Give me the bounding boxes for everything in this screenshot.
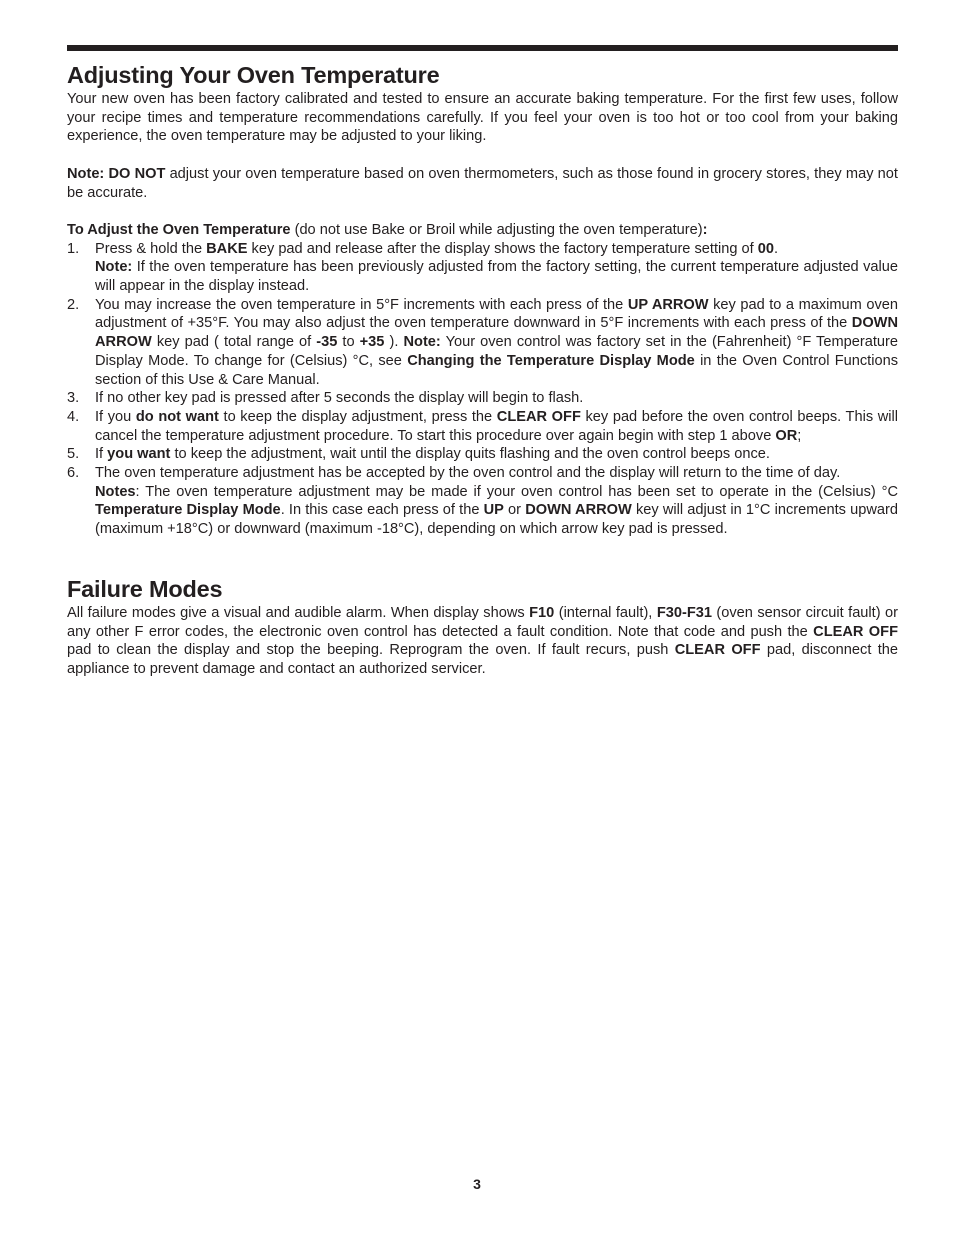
procedure-colon: :: [702, 221, 708, 238]
note-text: adjust your oven temperature based on oven thermometers, such as those found in grocery stores, they may not be accurate.: [67, 165, 898, 201]
step-number: 5.: [67, 446, 80, 463]
step-item: 1. Press & hold the BAKE key pad and release after the display shows the factory temperature setting of 00. Note: If the oven temperature has been previously adjusted from the factory setting, the current temperature adjusted value will appear in the display instead.: [67, 240, 898, 294]
step-number: 1.: [67, 240, 80, 257]
procedure-steps: [67, 240, 898, 539]
step-number: 6.: [67, 465, 80, 482]
page-content: [67, 60, 898, 679]
step-number: 3.: [67, 390, 80, 407]
section-title-failure-modes: Failure Modes: [67, 575, 223, 602]
page-number: 3: [473, 1176, 481, 1192]
note-label: Note: DO NOT: [67, 165, 166, 182]
header-rule: [67, 45, 898, 51]
step-item: 2. You may increase the oven temperature in 5°F increments with each press of the UP ARROW key pad to a maximum oven adjustment of +35°F. You may also adjust the oven temperature downward in 5°F increments with each press of the DOWN ARROW key pad ( total range of -35 to +35 ). Note: Your oven control was factory set in the (Fahrenheit) °F Temperature Display Mode. To change for (Celsius) °C, see Changing the Temperature Display Mode in the Oven Control Functions section of this Use & Care Manual.: [67, 296, 899, 388]
step-item: 3. If no other key pad is pressed after 5 seconds the display will begin to flash.: [67, 390, 584, 407]
step-item: 4. If you do not want to keep the display adjustment, press the CLEAR OFF key pad before the oven control beeps. This will cancel the temperature adjustment procedure. To start this procedure over again begin with step 1 above OR;: [67, 408, 899, 444]
failure-modes-paragraph: All failure modes give a visual and audible alarm. When display shows F10 (internal fault), F30-F31 (oven sensor circuit fault) or any other F error codes, the electronic oven control has detected a fault condition. Note that code and push the CLEAR OFF pad to clean the display and stop the beeping. Reprogram the oven. If fault recurs, push CLEAR OFF pad, disconnect the appliance to prevent damage and contact an authorized servicer.: [67, 604, 898, 677]
failure-modes-section: [67, 574, 898, 679]
intro-paragraph: Your new oven has been factory calibrated and tested to ensure an accurate baking temperature. For the first few uses, follow your recipe times and temperature recommendations carefully. If you feel your oven is too hot or too cool from your baking experience, the oven temperature may be adjusted to your liking.: [67, 91, 898, 145]
procedure-text: (do not use Bake or Broil while adjusting the oven temperature): [290, 221, 703, 238]
step-item: 6. The oven temperature adjustment has be accepted by the oven control and the display will return to the time of day. Notes: The oven temperature adjustment may be made if your oven control has been set to operate in the (Celsius) °C Temperature Display Mode. In this case each press of the UP or DOWN ARROW key will adjust in 1°C increments upward (maximum +18°C) or downward (maximum -18°C), depending on which arrow key pad is pressed.: [67, 465, 898, 538]
procedure-label: To Adjust the Oven Temperature: [67, 221, 291, 238]
note-paragraph: [67, 165, 898, 202]
step-item: 5. If you want to keep the adjustment, wait until the display quits flashing and the oven control beeps once.: [67, 446, 770, 463]
section-title-adjusting: Adjusting Your Oven Temperature: [67, 62, 440, 88]
step-number: 2.: [67, 296, 80, 313]
procedure-heading: [67, 221, 898, 240]
step-number: 4.: [67, 408, 80, 425]
